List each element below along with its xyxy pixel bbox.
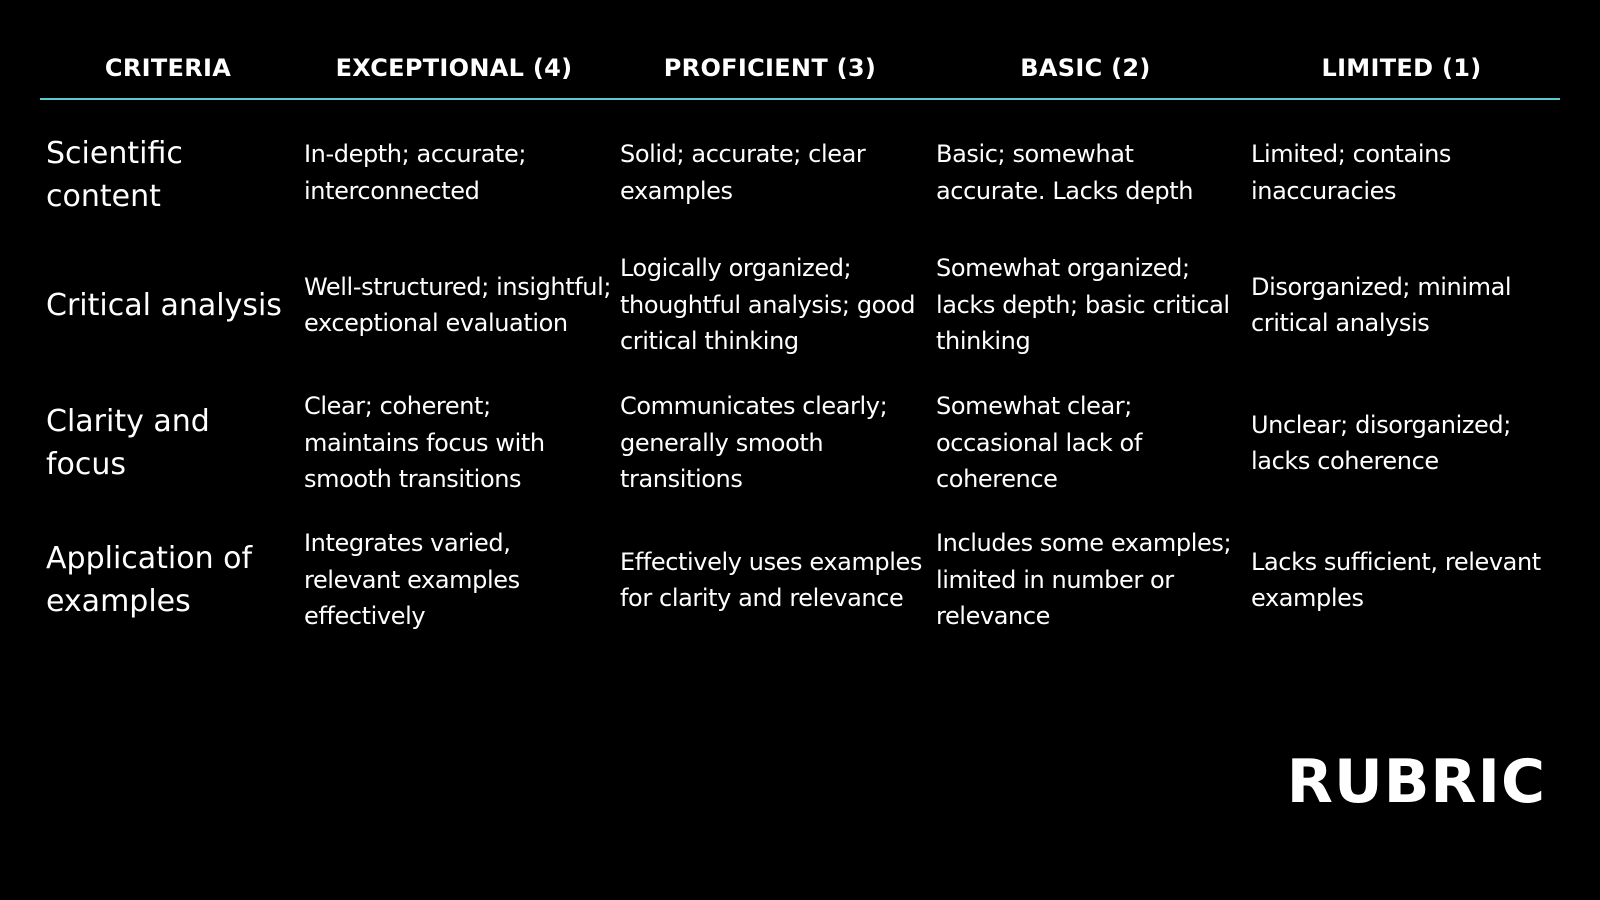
criterion-label: Critical analysis bbox=[46, 287, 282, 323]
header-proficient: PROFICIENT (3) bbox=[663, 54, 877, 82]
cell-proficient: Communicates clearly; generally smooth transitions bbox=[620, 392, 888, 494]
table-row bbox=[40, 244, 1560, 366]
criterion-label: Scientific content bbox=[46, 136, 183, 214]
cell-limited: Limited; contains inaccuracies bbox=[1251, 140, 1452, 205]
cell-basic: Somewhat organized; lacks depth; basic critical thinking bbox=[936, 254, 1230, 356]
cell-exceptional: Integrates varied, relevant examples effectively bbox=[304, 529, 520, 631]
cell-limited: Disorganized; minimal critical analysis bbox=[1251, 272, 1512, 337]
cell-exceptional: Well-structured; insightful; exceptional evaluation bbox=[304, 272, 612, 337]
cell-exceptional: In-depth; accurate; interconnected bbox=[304, 140, 527, 205]
header-exceptional: EXCEPTIONAL (4) bbox=[335, 54, 573, 82]
cell-limited: Lacks sufficient, relevant examples bbox=[1251, 547, 1541, 612]
header-limited: LIMITED (1) bbox=[1321, 54, 1482, 82]
cell-limited: Unclear; disorganized; lacks coherence bbox=[1251, 410, 1511, 475]
header-basic: BASIC (2) bbox=[1020, 54, 1151, 82]
cell-basic: Includes some examples; limited in number or relevance bbox=[936, 529, 1232, 631]
table-row bbox=[40, 519, 1560, 641]
cell-basic: Basic; somewhat accurate. Lacks depth bbox=[936, 140, 1194, 205]
table-header-row bbox=[40, 38, 1560, 100]
rubric-wordmark: RUBRIC bbox=[1286, 747, 1546, 817]
cell-exceptional: Clear; coherent; maintains focus with smooth transitions bbox=[304, 392, 545, 494]
criterion-label: Clarity and focus bbox=[46, 404, 210, 482]
cell-proficient: Logically organized; thoughtful analysis; good critical thinking bbox=[620, 254, 916, 356]
cell-proficient: Solid; accurate; clear examples bbox=[620, 140, 866, 205]
cell-proficient: Effectively uses examples for clarity and relevance bbox=[620, 547, 922, 612]
header-criteria: CRITERIA bbox=[104, 54, 232, 82]
table-row bbox=[40, 382, 1560, 504]
rubric-table bbox=[40, 38, 1560, 631]
criterion-label: Application of examples bbox=[46, 541, 253, 619]
table-row bbox=[40, 124, 1560, 224]
cell-basic: Somewhat clear; occasional lack of coherence bbox=[936, 392, 1142, 494]
